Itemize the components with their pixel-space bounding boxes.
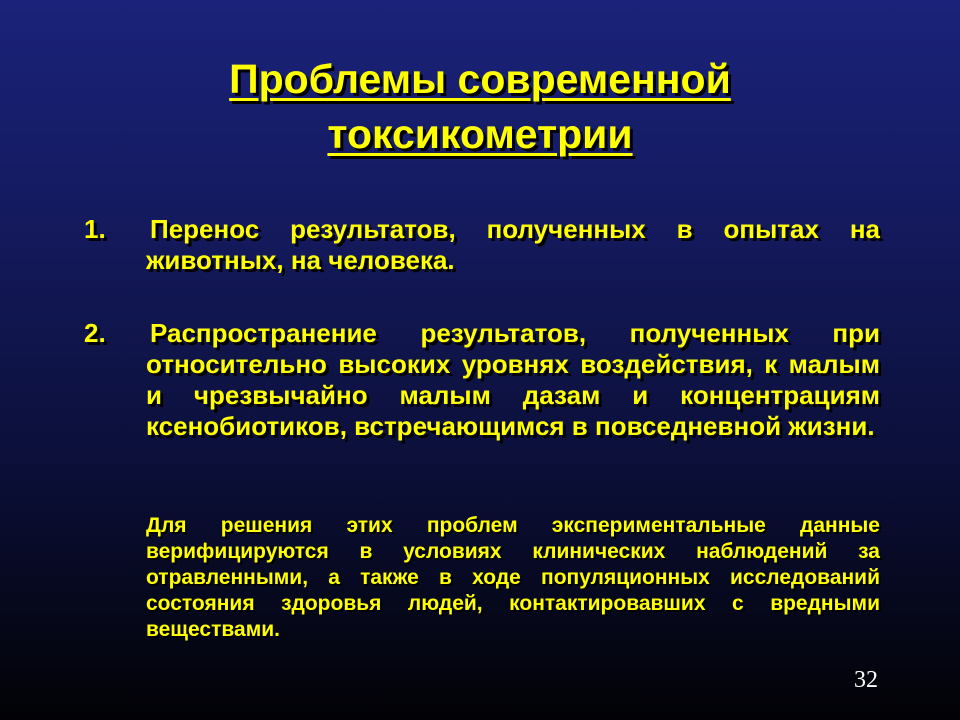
list-item-text: Распространение результатов, полученных при относительно высоких уровнях воздействия, к малым и чрезвычайно малым дазам и концентрациям ксенобиотиков, встречающимся в повседневной жизни.	[146, 318, 880, 441]
list-item-number: 1.	[84, 214, 106, 244]
slide-title	[80, 52, 880, 162]
list-item-text: Перенос результатов, полученных в опытах на животных, на человека.	[146, 214, 880, 275]
title-line-2: токсикометрии	[327, 111, 633, 157]
conclusion-note: Для решения этих проблем экспериментальные данные верифицируются в условиях клинических наблюдений за отравленными, а также в ходе популяционных исследований состояния здоровья людей, контактировавших с вредными веществами.	[146, 514, 880, 641]
list-item-2	[84, 318, 880, 442]
page-number: 32	[854, 667, 878, 693]
list-item-1	[84, 214, 880, 276]
list-item-number: 2.	[84, 318, 106, 348]
title-line-1: Проблемы современной	[229, 56, 731, 102]
